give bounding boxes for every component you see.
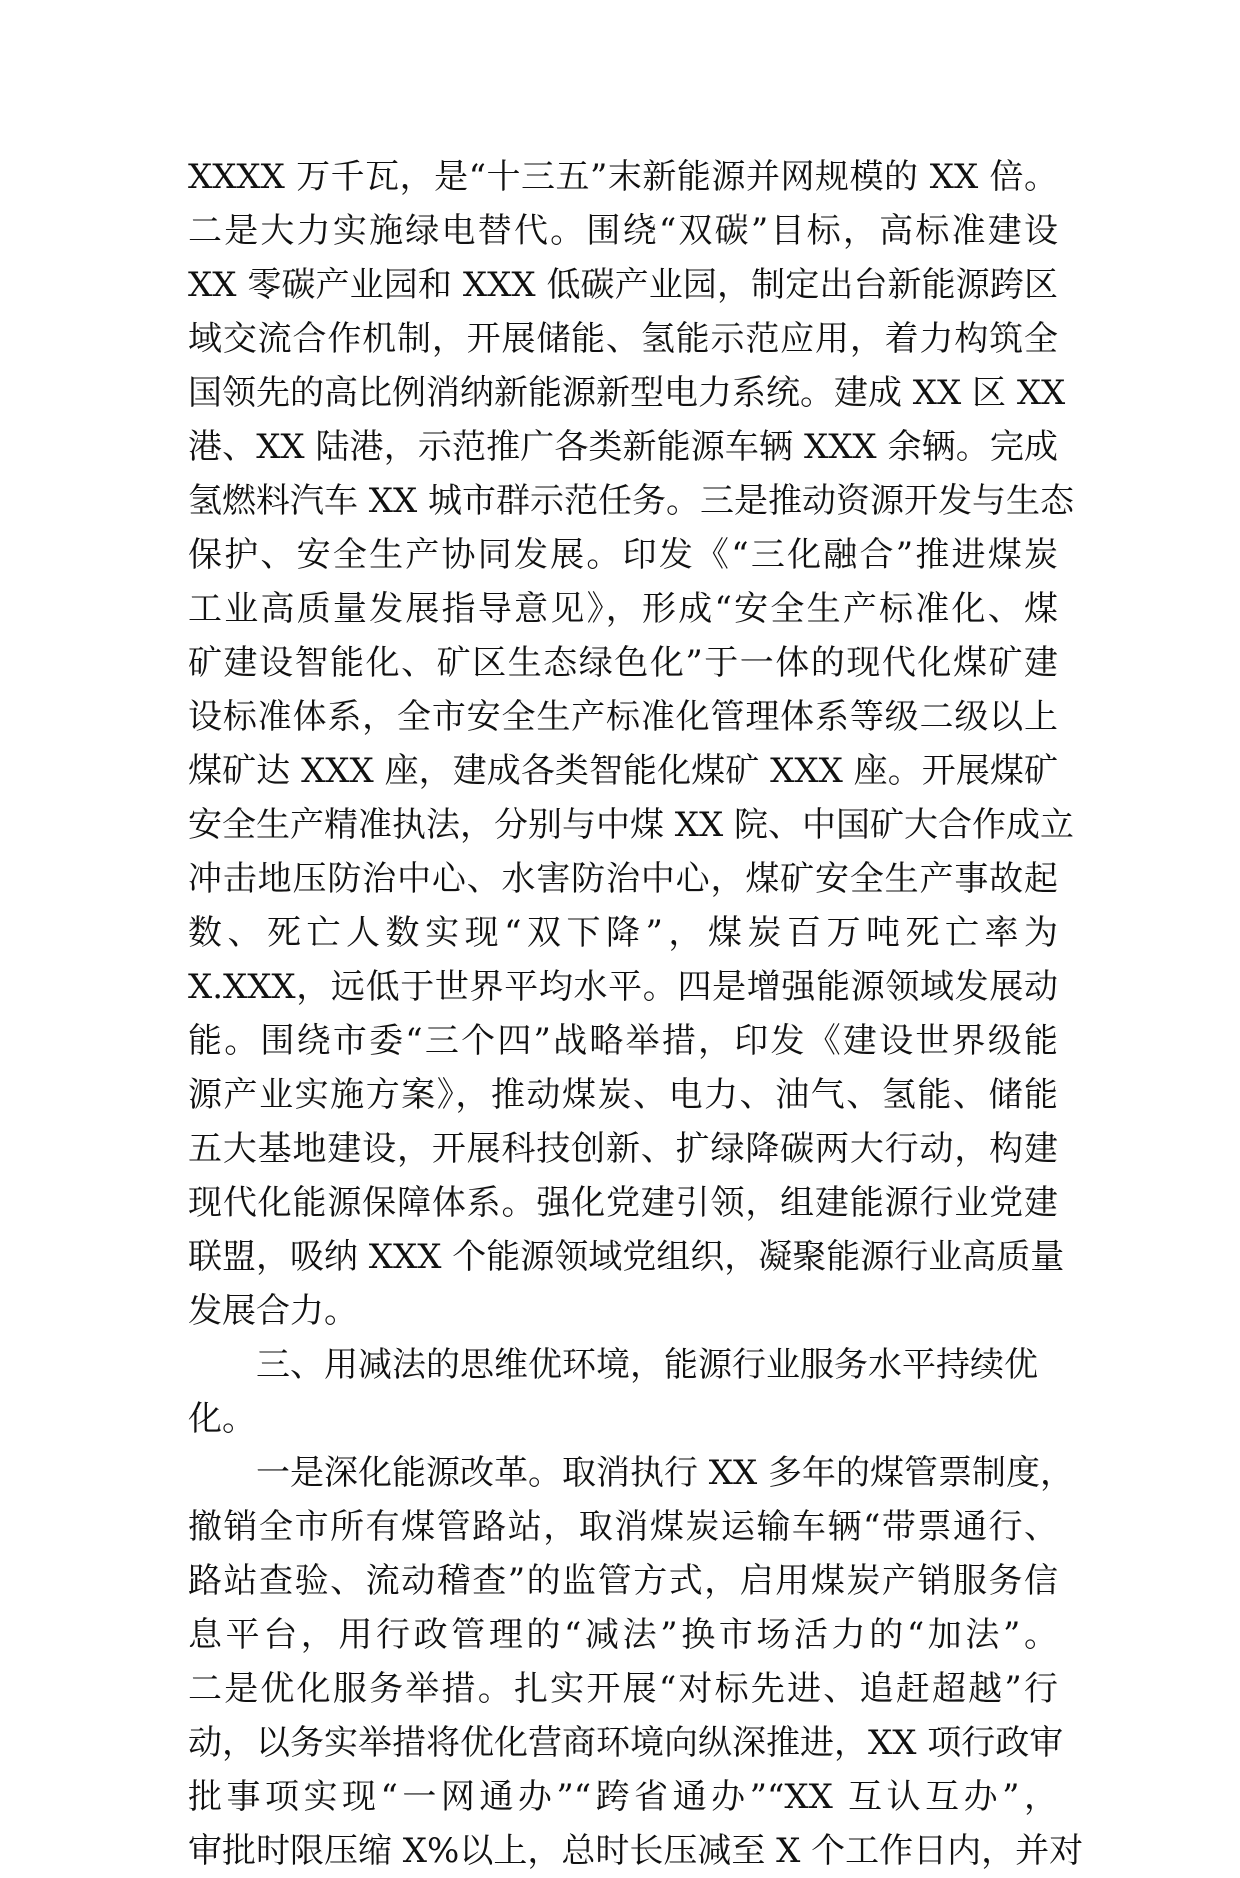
text-line: 发展合力。 [188,1291,358,1331]
text-line: 域交流合作机制，开展储能、氢能示范应用，着力构筑全 [188,319,1058,359]
text-line: 矿建设智能化、矿区生态绿色化”于一体的现代化煤矿建 [188,643,1058,683]
section-heading: 三、用减法的思维优环境，能源行业服务水平持续优 [256,1345,1038,1385]
text-line: 二是优化服务举措。扎实开展“对标先进、追赶超越”行 [188,1669,1058,1709]
text-line: 安全生产精准执法，分别与中煤 XX 院、中国矿大合作成立 [188,805,1075,845]
paragraph-first-line: 一是深化能源改革。取消执行 XX 多年的煤管票制度， [256,1453,1075,1493]
text-line: 冲击地压防治中心、水害防治中心，煤矿安全生产事故起 [188,859,1058,899]
text-line: 源产业实施方案》，推动煤炭、电力、油气、氢能、储能 [188,1075,1058,1115]
text-line: 工业高质量发展指导意见》，形成“安全生产标准化、煤 [188,589,1058,629]
text-line: XX 零碳产业园和 XXX 低碳产业园，制定出台新能源跨区 [188,265,1058,305]
text-line: 能。围绕市委“三个四”战略举措，印发《建设世界级能 [188,1021,1058,1061]
text-line: X.XXX，远低于世界平均水平。四是增强能源领域发展动 [188,967,1058,1007]
text-line: 审批时限压缩 X%以上，总时长压减至 X 个工作日内，并对 [188,1831,1084,1871]
text-line: 路站查验、流动稽查”的监管方式，启用煤炭产销服务信 [188,1561,1058,1601]
text-line: 国领先的高比例消纳新能源新型电力系统。建成 XX 区 XX [188,373,1066,413]
text-line: 氢燃料汽车 XX 城市群示范任务。三是推动资源开发与生态 [188,481,1075,521]
text-line: 批事项实现“一网通办”“跨省通办”“XX 互认互办”， [188,1777,1058,1817]
text-line: 二是大力实施绿电替代。围绕“双碳”目标，高标准建设 [188,211,1058,251]
section-heading-continuation: 化。 [188,1399,256,1439]
text-line: 保护、安全生产协同发展。印发《“三化融合”推进煤炭 [188,535,1058,575]
text-line: 现代化能源保障体系。强化党建引领，组建能源行业党建 [188,1183,1058,1223]
text-line: 煤矿达 XXX 座，建成各类智能化煤矿 XXX 座。开展煤矿 [188,751,1058,791]
text-line: 数、死亡人数实现“双下降”，煤炭百万吨死亡率为 [188,913,1058,953]
body-text [188,150,1084,1878]
text-line: 动，以务实举措将优化营商环境向纵深推进，XX 项行政审 [188,1723,1064,1763]
text-line: 撤销全市所有煤管路站，取消煤炭运输车辆“带票通行、 [188,1507,1058,1547]
text-line: 港、XX 陆港，示范推广各类新能源车辆 XXX 余辆。完成 [188,427,1058,467]
text-line: 五大基地建设，开展科技创新、扩绿降碳两大行动，构建 [188,1129,1058,1169]
text-line: XXXX 万千瓦，是“十三五”末新能源并网规模的 XX 倍。 [188,157,1058,197]
text-line: 联盟，吸纳 XXX 个能源领域党组织，凝聚能源行业高质量 [188,1237,1065,1277]
text-line: 设标准体系，全市安全生产标准化管理体系等级二级以上 [188,697,1058,737]
text-line: 息平台，用行政管理的“减法”换市场活力的“加法”。 [188,1615,1058,1655]
